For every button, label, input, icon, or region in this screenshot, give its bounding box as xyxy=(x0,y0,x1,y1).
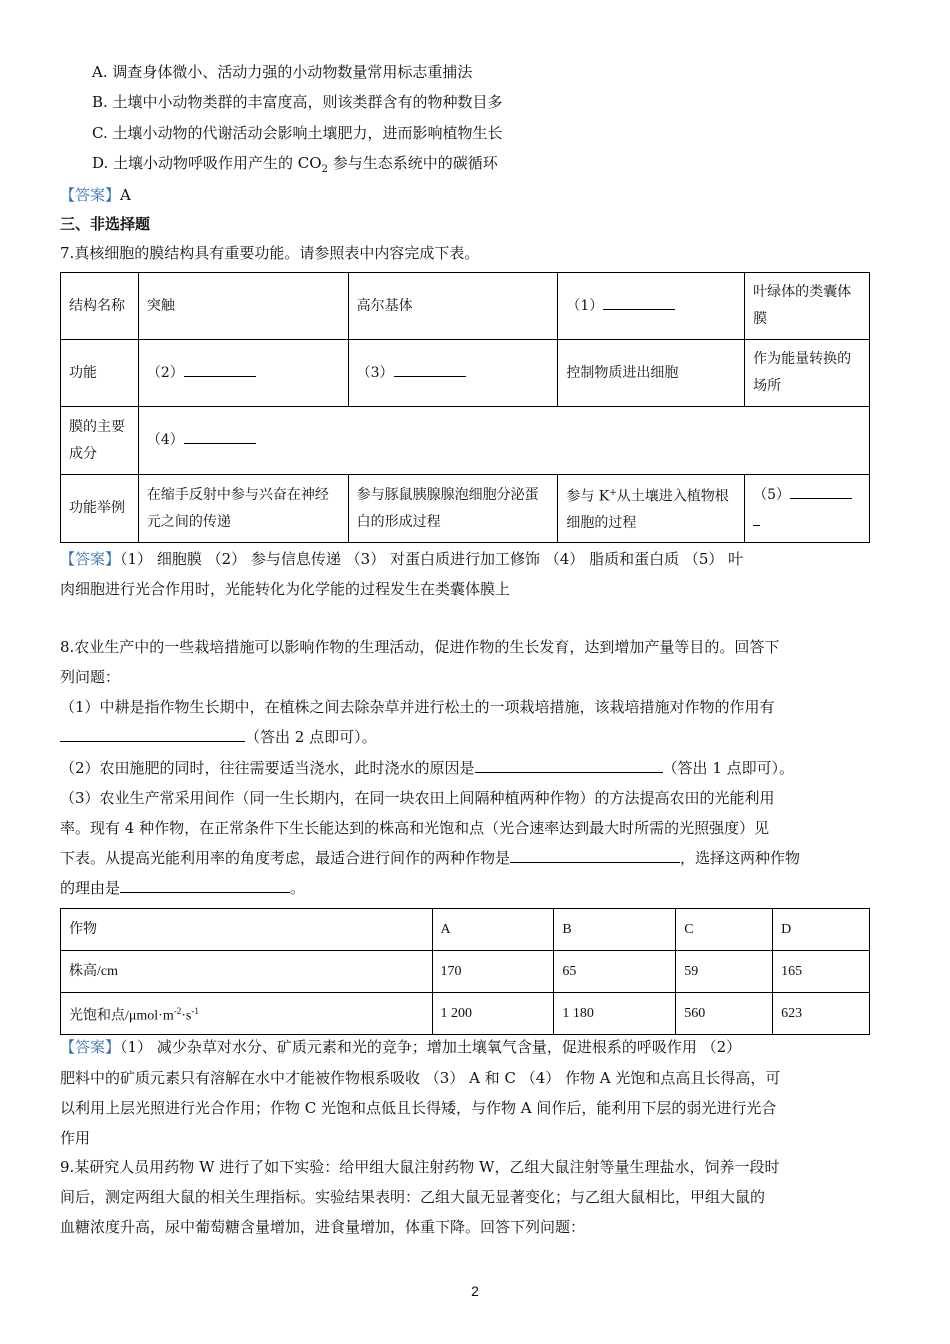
answer-label: 【答案】 xyxy=(60,186,121,204)
q6-option-c: C. 土壤小动物的代谢活动会影响土壤肥力，进而影响植物生长 xyxy=(92,124,503,142)
q8-answer-line-3: 以利用上层光照进行光合作用；作物 C 光饱和点低且长得矮，与作物 A 间作后，能利用下层的弱光进行光合 xyxy=(60,1099,777,1117)
answer-label: 【答案】 xyxy=(60,1038,121,1056)
answer-blank xyxy=(120,876,290,893)
answer-blank xyxy=(60,725,245,742)
table-row: 功能 （2） （3） 控制物质进出细胞 作为能量转换的场所 xyxy=(61,340,870,407)
table-row: 结构名称 突触 高尔基体 （1） 叶绿体的类囊体膜 xyxy=(61,273,870,340)
q8-answer-line-4: 作用 xyxy=(60,1129,91,1147)
page-number: 2 xyxy=(471,1283,479,1299)
q8-part3-line-3: 下表。从提高光能利用率的角度考虑，最适合进行间作的两种作物是 ，选择这两种作物 xyxy=(60,843,870,873)
q8-part3-line-4: 的理由是 。 xyxy=(60,873,870,903)
answer-blank xyxy=(603,293,675,310)
q7-stem: 7.真核细胞的膜结构具有重要功能。请参照表中内容完成下表。 xyxy=(60,244,480,262)
q8-table xyxy=(60,908,870,1035)
answer-label: 【答案】 xyxy=(60,550,121,568)
answer-blank xyxy=(184,427,256,444)
q8-part2: （2）农田施肥的同时，往往需要适当浇水，此时浇水的原因是 （答出 1 点即可）。 xyxy=(60,753,870,783)
table-row: 作物 A B C D xyxy=(61,909,870,951)
table-row: 功能举例 在缩手反射中参与兴奋在神经元之间的传递 参与豚鼠胰腺腺泡细胞分泌蛋白的形成过程 参与 K+从土壤进入植物根细胞的过程 （5） xyxy=(61,475,870,543)
answer-blank xyxy=(753,509,760,526)
q6-option-b: B. 土壤中小动物类群的丰富度高，则该类群含有的物种数目多 xyxy=(92,93,503,111)
q9-stem-line-1: 9.某研究人员用药物 W 进行了如下实验：给甲组大鼠注射药物 W，乙组大鼠注射等量生理盐水，饲养一段时 xyxy=(60,1158,780,1176)
table-row: 膜的主要成分 （4） xyxy=(61,407,870,475)
q8-part3-line-1: （3）农业生产常采用间作（同一生长期内，在同一块农田上间隔种植两种作物）的方法提高农田的光能利用 xyxy=(60,789,775,807)
q6-option-d: D. 土壤小动物呼吸作用产生的 $CO_2$ 参与生态系统中的碳循环 xyxy=(92,154,498,175)
answer-blank xyxy=(790,482,852,499)
q8-part1-line-2: （答出 2 点即可）。 xyxy=(60,722,870,752)
q8-stem-line-1: 8.农业生产中的一些栽培措施可以影响作物的生理活动，促进作物的生长发育，达到增加产量等目的。回答下 xyxy=(60,638,780,656)
answer-blank xyxy=(510,846,680,863)
q6-answer: 【答案】A xyxy=(60,186,131,204)
q9-stem-line-3: 血糖浓度升高，尿中葡萄糖含量增加，进食量增加，体重下降。回答下列问题： xyxy=(60,1218,586,1236)
answer-blank xyxy=(184,360,256,377)
answer-blank xyxy=(394,360,466,377)
q8-part3-line-2: 率。现有 4 种作物，在正常条件下生长能达到的株高和光饱和点（光合速率达到最大时所需的光照强度）见 xyxy=(60,819,770,837)
q7-answer-line-2: 肉细胞进行光合作用时，光能转化为化学能的过程发生在类囊体膜上 xyxy=(60,580,511,598)
q8-part1-line-1: （1）中耕是指作物生长期中，在植株之间去除杂草并进行松土的一项栽培措施，该栽培措施对作物的作用有 xyxy=(60,698,775,716)
q7-answer-line-1: 【答案】（1） 细胞膜 （2） 参与信息传递 （3） 对蛋白质进行加工修饰 （4） 脂质和蛋白质 （5） 叶 xyxy=(60,550,744,568)
answer-blank xyxy=(475,756,663,773)
q7-table xyxy=(60,272,870,543)
q9-stem-line-2: 间后，测定两组大鼠的相关生理指标。实验结果表明：乙组大鼠无显著变化；与乙组大鼠相比，甲组大鼠的 xyxy=(60,1188,766,1206)
q8-stem-line-2: 列问题： xyxy=(60,668,121,686)
table-row: 株高/cm 170 65 59 165 xyxy=(61,951,870,993)
q8-answer-line-1: 【答案】（1） 减少杂草对水分、矿质元素和光的竞争；增加土壤氧气含量，促进根系的呼吸作用 （2） xyxy=(60,1038,742,1056)
q6-option-a: A. 调查身体微小、活动力强的小动物数量常用标志重捕法 xyxy=(92,63,473,81)
q8-answer-line-2: 肥料中的矿质元素只有溶解在水中才能被作物根系吸收 （3） A 和 C （4） 作物 A 光饱和点高且长得高，可 xyxy=(60,1069,781,1087)
section-heading: 三、非选择题 xyxy=(60,215,151,233)
table-row: 光饱和点$/\mu mol\cdot m^{-2}\cdot s^{-1}$ 1 200 1 180 560 623 xyxy=(61,993,870,1035)
